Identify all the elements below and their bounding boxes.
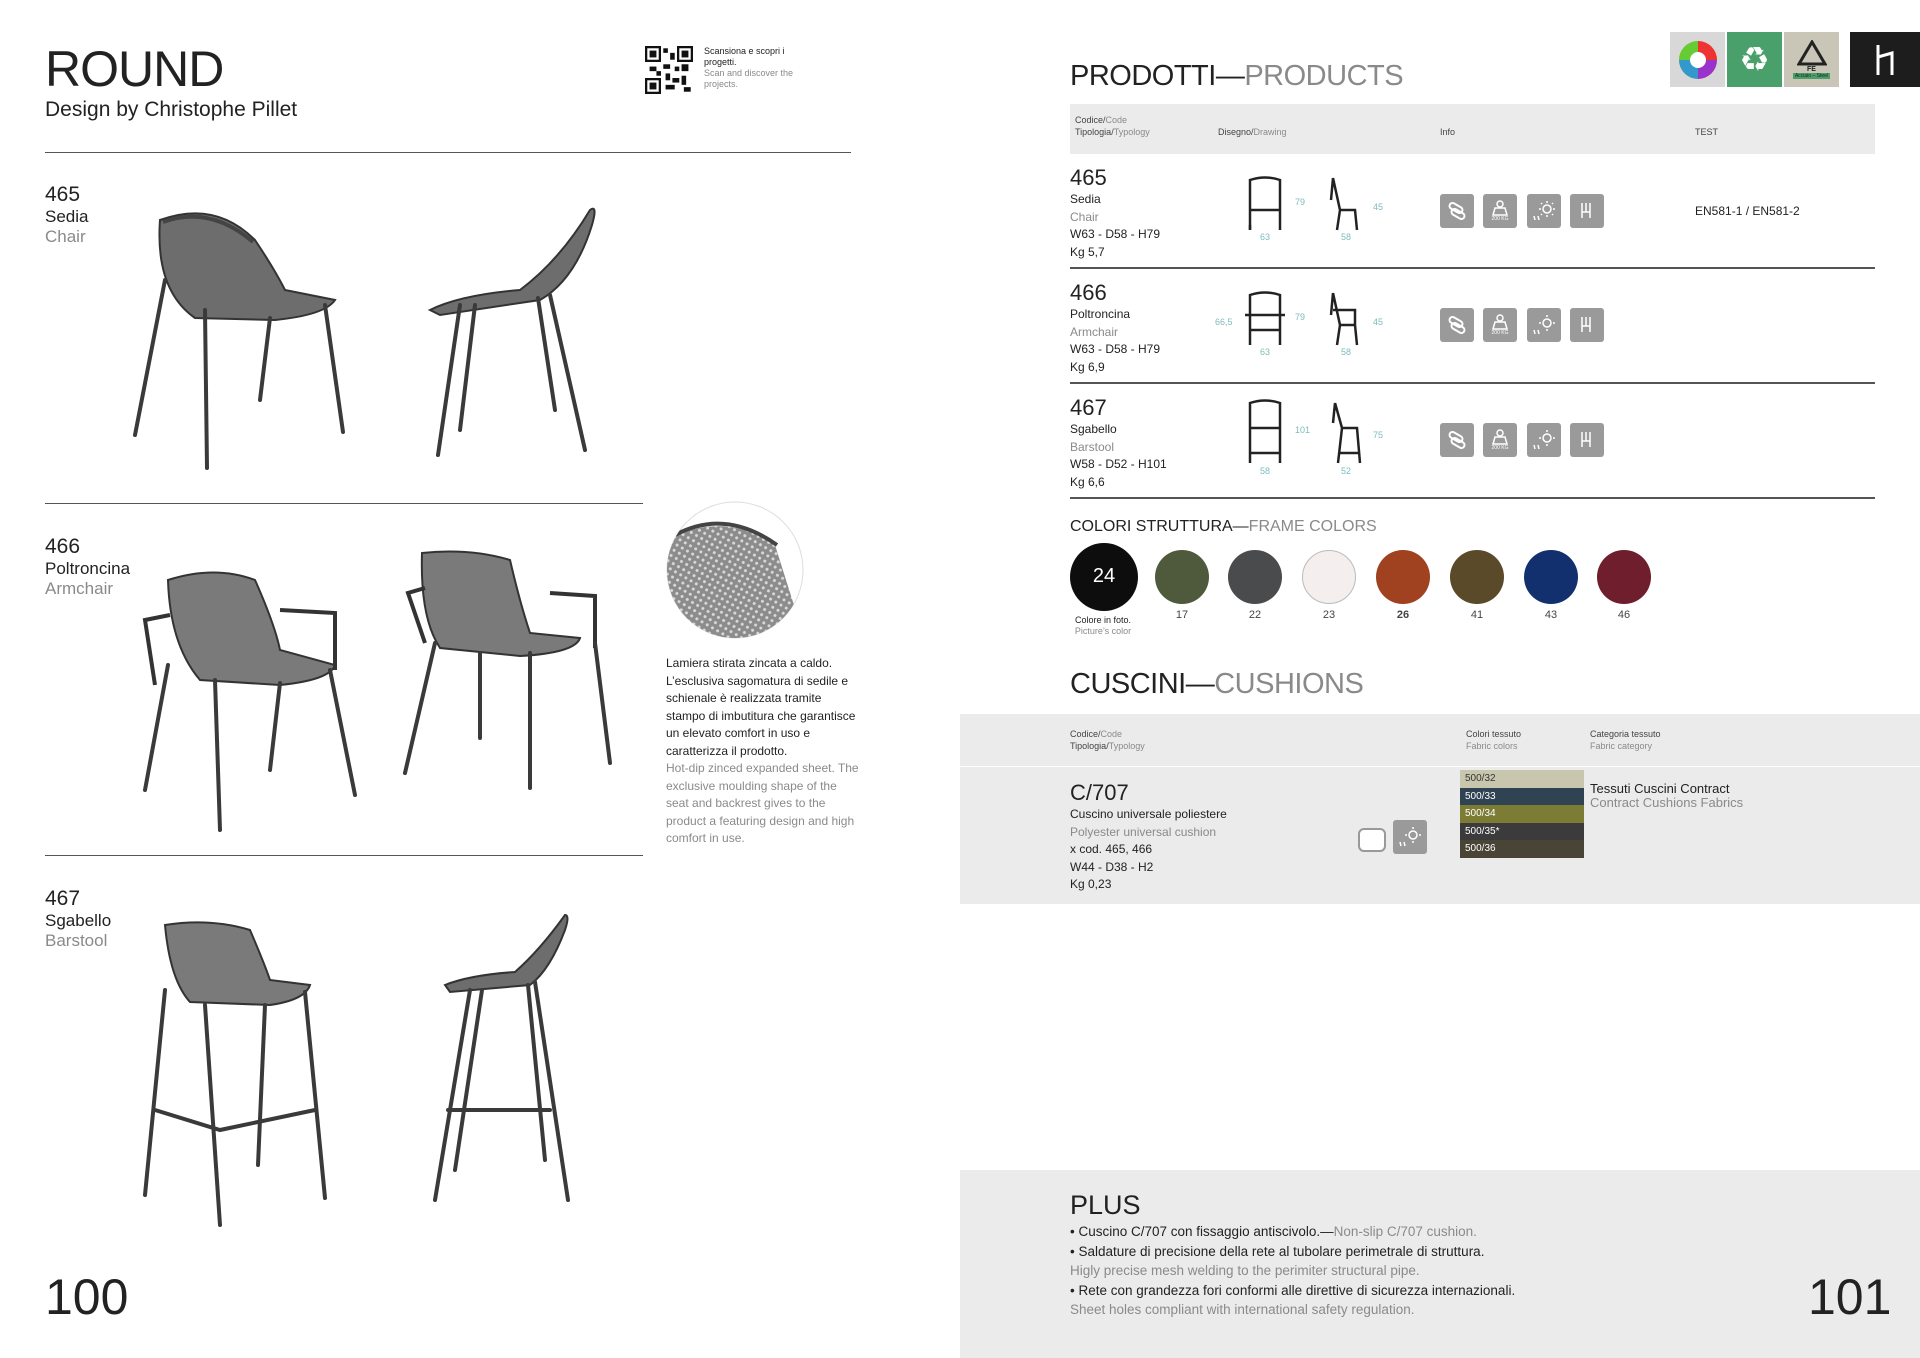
- svg-text:79: 79: [1295, 197, 1306, 207]
- fabric-color-item[interactable]: 500/35*: [1460, 823, 1584, 841]
- fabric-color-item[interactable]: 500/33: [1460, 788, 1584, 806]
- th-drawing: Disegno/Drawing: [1218, 127, 1287, 137]
- frame-color-swatch[interactable]: [1524, 550, 1578, 604]
- cushion-divider: [960, 766, 1920, 767]
- mesh-detail-image: [665, 500, 805, 640]
- recycle-icon: ♻: [1727, 32, 1782, 87]
- row-divider: [1070, 382, 1875, 384]
- load-capacity-icon: 200 KG: [1483, 423, 1517, 457]
- chair-465-front-image: [125, 200, 355, 475]
- th-test: TEST: [1695, 127, 1719, 137]
- plus-item-en: Sheet holes compliant with international safety regulation.: [1070, 1302, 1415, 1317]
- plus-item: • Rete con grandezza fori conformi alle direttive di sicurezza internazionali.: [1070, 1282, 1516, 1298]
- cushion-th-fabric-colors: Colori tessuto Fabric colors: [1466, 729, 1522, 751]
- weather-resistant-icon: [1527, 308, 1561, 342]
- svg-text:45: 45: [1373, 317, 1384, 327]
- product-label-466: 466 Poltroncina Armchair: [45, 535, 131, 598]
- frame-color-code: 17: [1175, 609, 1189, 621]
- fabric-color-item[interactable]: 500/36: [1460, 840, 1584, 858]
- frame-color-code: 24: [1092, 565, 1116, 587]
- svg-text:79: 79: [1295, 312, 1306, 322]
- fabric-category: Tessuti Cuscini Contract Contract Cushions Fabrics: [1590, 781, 1744, 810]
- plus-item-en: Higly precise mesh welding to the perimiter structural pipe.: [1070, 1263, 1420, 1278]
- frame-color-code: 46: [1617, 609, 1631, 621]
- stackable-icon: [1440, 423, 1474, 457]
- stack-chairs-icon: [1570, 423, 1604, 457]
- frame-color-code: 23: [1322, 609, 1336, 621]
- product-label-465: 465 Sedia Chair: [45, 183, 89, 246]
- designer-credit: Design by Christophe Pillet: [45, 98, 298, 121]
- frame-color-swatch[interactable]: [1155, 550, 1209, 604]
- frame-color-code: 22: [1248, 609, 1262, 621]
- chair-466-front-image: [140, 565, 360, 840]
- fabric-color-item[interactable]: 500/32: [1460, 770, 1584, 788]
- drawing-466: [1215, 285, 1395, 365]
- weather-resistant-icon: [1527, 194, 1561, 228]
- svg-text:75: 75: [1373, 430, 1384, 440]
- stackable-icon: [1440, 194, 1474, 228]
- qr-caption: Scansiona e scopri i progetti. Scan and discover the projects.: [704, 46, 794, 89]
- stackable-icon: [1440, 308, 1474, 342]
- chair-465-side-image: [420, 200, 610, 460]
- brand-logo: [1850, 32, 1920, 87]
- triangle-recycle-icon: [1797, 40, 1827, 66]
- page-number-left: 100: [45, 1269, 129, 1325]
- product-row-466: 466 Poltroncina Armchair W63 - D58 - H79 Kg 6,9: [1070, 280, 1161, 374]
- frame-color-code: 26: [1396, 609, 1410, 621]
- svg-text:101: 101: [1295, 425, 1311, 435]
- products-table-header: [1070, 104, 1875, 154]
- products-section-title: PRODOTTI—PRODUCTS: [1070, 60, 1404, 92]
- fabric-color-item[interactable]: 500/34: [1460, 805, 1584, 823]
- frame-color-code: 43: [1544, 609, 1558, 621]
- frame-color-swatch[interactable]: [1376, 550, 1430, 604]
- cushions-section-title: CUSCINI—CUSHIONS: [1070, 668, 1364, 700]
- page-number-right: 101: [1808, 1269, 1892, 1325]
- steel-recycling-badge: FE Acciaio – Steel: [1784, 32, 1839, 87]
- svg-text:45: 45: [1373, 202, 1384, 212]
- svg-text:63: 63: [1260, 232, 1271, 242]
- divider: [45, 152, 851, 153]
- product-description: Lamiera stirata zincata a caldo. L’esclusiva sagomatura di sedile e schienale è realizzata tramite stampo di imbutitura che garantisce un elevato comfort in uso e caratterizza il prodotto. Hot-dip zinced expanded sheet. The exclusive moulding shape of the seat and backrest gives to the product a featuring design and high comfort in use.: [666, 656, 859, 845]
- stack-chairs-icon: [1570, 194, 1604, 228]
- row-divider: [1070, 267, 1875, 269]
- cushion-item: C/707 Cuscino universale poliestere Polyester universal cushion x cod. 465, 466 W44 - D38 - H2 Kg 0,23: [1070, 780, 1227, 891]
- color-wheel-icon: [1670, 32, 1725, 87]
- barstool-467-side-image: [430, 910, 580, 1215]
- divider: [45, 503, 643, 504]
- svg-text:58: 58: [1260, 466, 1271, 476]
- weather-resistant-icon: [1393, 820, 1427, 854]
- row-divider: [1070, 497, 1875, 499]
- product-row-465: 465 Sedia Chair W63 - D58 - H79 Kg 5,7: [1070, 165, 1161, 259]
- cushion-th-code: Codice/Code Tipologia/Typology: [1070, 729, 1145, 751]
- frame-colors-title: COLORI STRUTTURA—FRAME COLORS: [1070, 518, 1377, 535]
- drawing-465: [1215, 170, 1395, 250]
- drawing-467: [1215, 398, 1395, 480]
- weather-resistant-icon: [1527, 423, 1561, 457]
- test-standard-465: EN581-1 / EN581-2: [1695, 204, 1800, 218]
- svg-text:52: 52: [1341, 466, 1352, 476]
- load-capacity-icon: 200 KG: [1483, 194, 1517, 228]
- svg-text:58: 58: [1341, 232, 1352, 242]
- divider: [45, 855, 643, 856]
- frame-color-swatch[interactable]: [1228, 550, 1282, 604]
- frame-color-code: 41: [1470, 609, 1484, 621]
- svg-text:66,5: 66,5: [1215, 317, 1233, 327]
- brand-mark-icon: [1870, 43, 1900, 77]
- cushion-th-fabric-category: Categoria tessuto Fabric category: [1590, 729, 1661, 751]
- barstool-467-front-image: [140, 920, 340, 1230]
- cushion-shape-icon: [1358, 828, 1386, 852]
- stack-chairs-icon: [1570, 308, 1604, 342]
- product-row-467: 467 Sgabello Barstool W58 - D52 - H101 Kg 6,6: [1070, 395, 1167, 489]
- picture-color-note: Colore in foto. Picture’s color: [1074, 615, 1132, 636]
- plus-item: • Saldature di precisione della rete al tubolare perimetrale di struttura.: [1070, 1243, 1485, 1259]
- svg-text:58: 58: [1341, 347, 1352, 357]
- frame-color-swatch[interactable]: [1597, 550, 1651, 604]
- plus-title: PLUS: [1070, 1190, 1141, 1220]
- page-title: ROUND: [45, 41, 224, 97]
- frame-color-swatch[interactable]: [1450, 550, 1504, 604]
- plus-item: • Cuscino C/707 con fissaggio antiscivolo.—Non-slip C/707 cushion.: [1070, 1224, 1477, 1239]
- th-info: Info: [1440, 127, 1456, 137]
- th-code: Codice/Code Tipologia/Typology: [1075, 115, 1150, 137]
- frame-color-swatch[interactable]: [1302, 550, 1356, 604]
- product-label-467: 467 Sgabello Barstool: [45, 887, 112, 950]
- plus-list: [1070, 1222, 1515, 1320]
- svg-text:63: 63: [1260, 347, 1271, 357]
- load-capacity-icon: 200 KG: [1483, 308, 1517, 342]
- chair-466-angled-image: [400, 548, 620, 793]
- qr-code[interactable]: [645, 46, 693, 94]
